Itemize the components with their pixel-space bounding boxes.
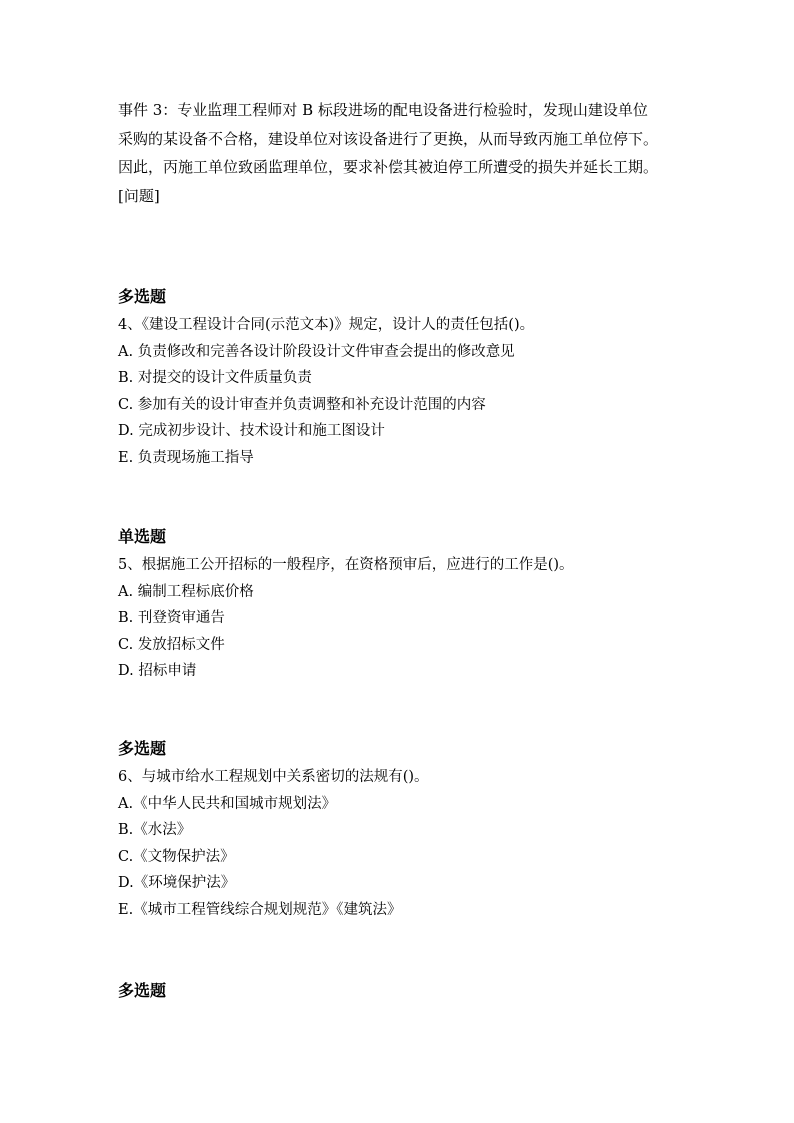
section-heading: 多选题 [118,287,167,306]
option-d: D. 完成初步设计、技术设计和施工图设计 [118,423,385,439]
intro-line: 采购的某设备不合格，建设单位对该设备进行了更换，从而导致丙施工单位停下。 [118,129,659,148]
intro-line: 事件 3：专业监理工程师对 B 标段进场的配电设备进行检验时，发现山建设单位 [118,101,648,119]
question-section-next [118,980,688,1002]
section-heading: 多选题 [118,739,167,758]
option-b: B. 对提交的设计文件质量负责 [118,370,312,386]
question-section-5 [118,526,688,685]
option-a: A. 负责修改和完善各设计阶段设计文件审查会提出的修改意见 [118,343,515,360]
option-a: A. 编制工程标底价格 [118,583,254,600]
section-heading: 单选题 [118,527,167,546]
question-text: 5、根据施工公开招标的一般程序，在资格预审后，应进行的工作是()。 [118,557,574,573]
option-b: B.《水法》 [118,822,192,838]
option-d: D.《环境保护法》 [118,875,236,891]
option-c: C. 参加有关的设计审查并负责调整和补充设计范围的内容 [118,396,486,413]
option-b: B. 刊登资审通告 [118,610,225,626]
intro-paragraph [118,96,688,210]
option-c: C.《文物保护法》 [118,848,235,865]
question-section-4 [118,286,688,471]
option-a: A.《中华人民共和国城市规划法》 [118,795,337,812]
option-e: E. 负责现场施工指导 [118,449,254,466]
option-e: E.《城市工程管线综合规划规范》《建筑法》 [118,901,402,918]
question-section-6 [118,738,688,923]
section-heading: 多选题 [118,981,167,1000]
option-c: C. 发放招标文件 [118,636,225,653]
question-text: 6、与城市给水工程规划中关系密切的法规有()。 [118,769,429,785]
intro-line: [问题] [118,186,160,205]
question-text: 4、《建设工程设计合同(示范文本)》规定，设计人的责任包括()。 [118,317,535,333]
intro-line: 因此，丙施工单位致函监理单位，要求补偿其被迫停工所遭受的损失并延长工期。 [118,158,659,176]
option-d: D. 招标申请 [118,663,197,679]
